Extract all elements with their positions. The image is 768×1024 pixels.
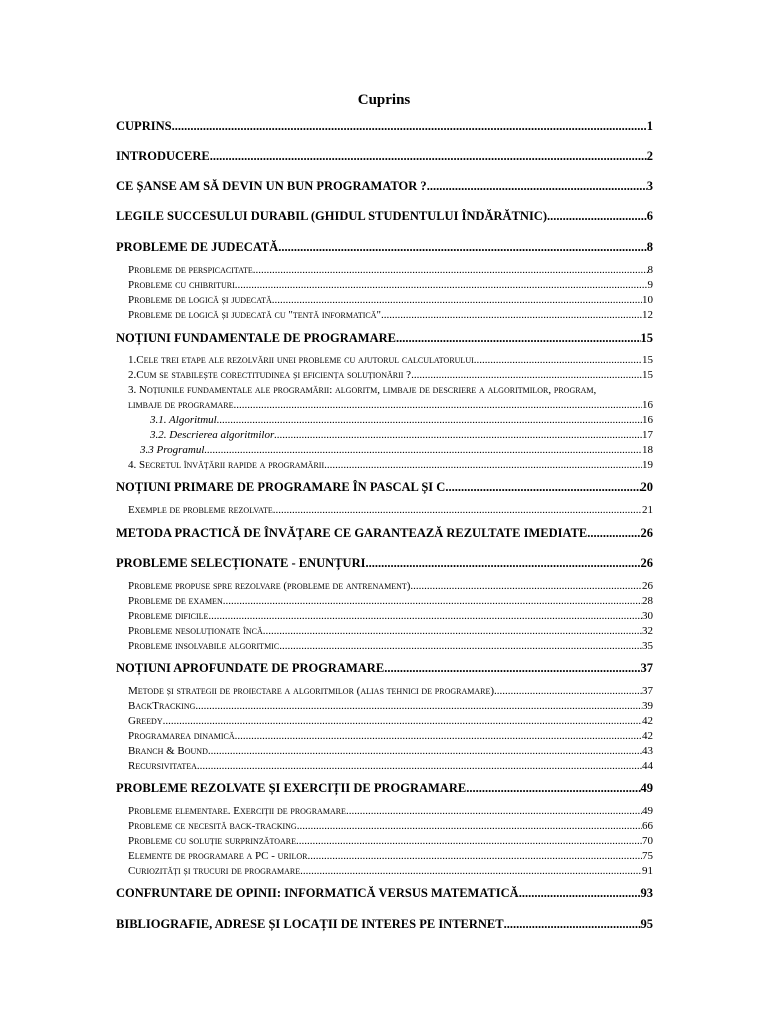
toc-dot-leader (195, 701, 642, 712)
toc-page-number: 75 (642, 850, 653, 862)
toc-dot-leader (396, 332, 641, 345)
toc-entry-title: 1.Cele trei etape ale rezolvării unei probleme cu ajutorul calculatorului (128, 354, 474, 366)
toc-page-number: 18 (642, 444, 653, 456)
toc-page-number: 10 (642, 294, 653, 306)
toc-dot-leader (474, 355, 642, 366)
toc-entry-title: 3. Noțiunile fundamentale ale programării: algoritm, limbaje de descriere a algoritmilor, program, (128, 384, 597, 396)
toc-entry-title: Elemente de programare a PC - urilor (128, 850, 308, 862)
toc-page-number: 2 (646, 149, 653, 163)
toc-section-entry[interactable] (116, 866, 653, 877)
toc-entry-title: CONFRUNTARE DE OPINII: INFORMATICĂ VERSUS MATEMATICĂ (116, 886, 519, 900)
toc-dot-leader (263, 626, 642, 637)
toc-chapter-entry[interactable] (116, 180, 653, 193)
toc-page-number: 39 (642, 700, 653, 712)
toc-dot-leader (279, 641, 642, 652)
toc-entry-title: BIBLIOGRAFIE, ADRESE ȘI LOCAȚII DE INTERES PE INTERNET (116, 917, 504, 931)
toc-entry-title: Probleme insolvabile algoritmic (128, 640, 280, 652)
toc-entry-title: Exemple de probleme rezolvate (128, 504, 273, 516)
toc-dot-leader (297, 821, 642, 832)
toc-section-entry[interactable] (116, 611, 653, 622)
toc-dot-leader (587, 527, 640, 540)
toc-entry-title: Probleme propuse spre rezolvare (probleme de antrenament) (128, 580, 411, 592)
toc-dot-leader (504, 918, 641, 931)
toc-page-number: 6 (646, 209, 653, 223)
toc-page-number: 15 (642, 354, 653, 366)
toc-section-entry[interactable] (116, 280, 653, 291)
toc-section-entry[interactable] (116, 836, 653, 847)
toc-entry-title: PROBLEME REZOLVATE ȘI EXERCIȚII DE PROGRAMARE (116, 781, 467, 795)
toc-page-number: 26 (640, 556, 653, 570)
toc-dot-leader (300, 866, 642, 877)
toc-section-entry[interactable] (116, 370, 653, 381)
toc-page-number: 15 (642, 369, 653, 381)
toc-chapter-entry[interactable] (116, 527, 653, 540)
toc-page-number: 37 (640, 661, 653, 675)
toc-page-number: 26 (640, 526, 653, 540)
toc-dot-leader (427, 180, 647, 193)
toc-page-number: 3 (646, 179, 653, 193)
toc-entry-title: LEGILE SUCCESULUI DURABIL (GHIDUL STUDENTULUI ÎNDĂRĂTNIC) (116, 209, 547, 223)
toc-dot-leader (272, 295, 642, 306)
toc-chapter-entry[interactable] (116, 782, 653, 795)
toc-section-entry[interactable] (116, 851, 653, 862)
toc-entry-title: Probleme de examen (128, 595, 223, 607)
toc-entry-title: 3.2. Descrierea algoritmilor (150, 429, 275, 441)
toc-section-entry[interactable] (116, 505, 653, 516)
toc-page-number: 21 (642, 504, 653, 516)
toc-entry-title: NOȚIUNI FUNDAMENTALE DE PROGRAMARE (116, 331, 396, 345)
toc-dot-leader (235, 731, 642, 742)
toc-entry-title: Probleme nesoluționate încă (128, 625, 263, 637)
toc-section-entry[interactable] (116, 385, 653, 396)
toc-dot-leader (235, 280, 648, 291)
toc-dot-leader (278, 241, 646, 254)
toc-entry-title: Greedy (128, 715, 163, 727)
toc-page-number: 70 (642, 835, 653, 847)
toc-dot-leader (163, 716, 642, 727)
toc-page-number: 28 (642, 595, 653, 607)
toc-section-entry[interactable] (116, 641, 653, 652)
toc-entry-title: NOȚIUNI APROFUNDATE DE PROGRAMARE (116, 661, 385, 675)
toc-dot-leader (217, 415, 642, 426)
toc-dot-leader (210, 150, 647, 163)
toc-dot-leader (411, 370, 642, 381)
toc-entry-title: Probleme de perspicacitate (128, 264, 253, 276)
toc-dot-leader (445, 481, 640, 494)
toc-page-number: 8 (646, 240, 653, 254)
toc-page-number: 12 (642, 309, 653, 321)
toc-section-entry[interactable] (116, 626, 653, 637)
toc-chapter-entry[interactable] (116, 887, 653, 900)
toc-chapter-entry[interactable] (116, 481, 653, 494)
toc-entry-title: CUPRINS (116, 119, 172, 133)
toc-entry-title: BackTracking (128, 700, 196, 712)
toc-section-entry[interactable] (116, 415, 653, 426)
toc-dot-leader (519, 887, 641, 900)
toc-dot-leader (365, 557, 640, 570)
toc-dot-leader (234, 400, 642, 411)
toc-page-number: 43 (642, 745, 653, 757)
toc-page-number: 35 (642, 640, 653, 652)
toc-chapter-entry[interactable] (116, 150, 653, 163)
toc-section-entry[interactable] (116, 310, 653, 321)
toc-section-entry[interactable] (116, 686, 653, 697)
toc-dot-leader (172, 120, 647, 133)
toc-page-number: 66 (642, 820, 653, 832)
toc-page-number: 49 (640, 781, 653, 795)
toc-page-number: 8 (647, 264, 653, 276)
toc-section-entry[interactable] (116, 355, 653, 366)
toc-page-number: 17 (642, 429, 653, 441)
toc-page-number: 49 (642, 805, 653, 817)
toc-entry-title: 3.3 Programul (140, 444, 205, 456)
toc-section-entry[interactable] (116, 746, 653, 757)
toc-entry-title: Probleme cu soluție surprinzătoare (128, 835, 297, 847)
toc-dot-leader (197, 761, 642, 772)
toc-entry-title: CE ȘANSE AM SĂ DEVIN UN BUN PROGRAMATOR ? (116, 179, 427, 193)
toc-entry-title: Branch & Bound (128, 745, 208, 757)
toc-section-entry[interactable] (116, 731, 653, 742)
toc-chapter-entry[interactable] (116, 210, 653, 223)
toc-page-number: 9 (647, 279, 653, 291)
toc-chapter-entry[interactable] (116, 120, 653, 133)
toc-section-entry[interactable] (116, 806, 653, 817)
toc-section-entry[interactable] (116, 701, 653, 712)
toc-section-entry[interactable] (116, 460, 653, 471)
toc-section-entry[interactable] (116, 265, 653, 276)
toc-dot-leader (384, 662, 640, 675)
toc-section-entry[interactable] (116, 761, 653, 772)
toc-dot-leader (466, 782, 640, 795)
toc-section-entry[interactable] (116, 295, 653, 306)
toc-page-number: 16 (642, 399, 653, 411)
toc-page-number: 42 (642, 730, 653, 742)
toc-dot-leader (208, 611, 642, 622)
toc-dot-leader (253, 265, 648, 276)
toc-section-entry[interactable] (116, 581, 653, 592)
toc-entry-title: Probleme cu chibrituri (128, 279, 235, 291)
toc-entry-title: Metode și strategii de proiectare a algoritmilor (alias tehnici de programare) (128, 685, 495, 697)
toc-section-entry[interactable] (116, 596, 653, 607)
toc-page-number: 37 (642, 685, 653, 697)
toc-entry-title: limbaje de programare (128, 399, 234, 411)
toc-dot-leader (381, 310, 642, 321)
toc-page-number: 44 (642, 760, 653, 772)
toc-chapter-entry[interactable] (116, 332, 653, 345)
toc-entry-title: METODA PRACTICĂ DE ÎNVĂȚARE CE GARANTEAZĂ REZULTATE IMEDIATE (116, 526, 588, 540)
toc-chapter-entry[interactable] (116, 662, 653, 675)
toc-dot-leader (208, 746, 642, 757)
toc-entry-title: INTRODUCERE (116, 149, 210, 163)
toc-section-entry[interactable] (116, 400, 653, 411)
toc-entry-title: Probleme de logică și judecată (128, 294, 272, 306)
toc-entry-title: Probleme dificile (128, 610, 209, 622)
toc-dot-leader (346, 806, 642, 817)
page-title: Cuprins (357, 92, 411, 108)
toc-chapter-entry[interactable] (116, 241, 653, 254)
toc-entry-title: Programarea dinamică (128, 730, 235, 742)
toc-page-number: 95 (640, 917, 653, 931)
toc-section-entry[interactable] (116, 716, 653, 727)
toc-entry-title: 3.1. Algoritmul (150, 414, 217, 426)
toc-entry-title: 4. Secretul învățării rapide a programării (128, 459, 325, 471)
toc-page-number: 91 (642, 865, 653, 877)
toc-page-number: 1 (646, 119, 653, 133)
toc-page-number: 42 (642, 715, 653, 727)
toc-page-number: 20 (640, 480, 653, 494)
toc-dot-leader (307, 851, 642, 862)
toc-page-number: 15 (640, 331, 653, 345)
toc-dot-leader (494, 686, 642, 697)
toc-page-number: 26 (642, 580, 653, 592)
toc-entry-title: PROBLEME DE JUDECATĂ (116, 240, 279, 254)
toc-entry-title: Probleme de logică și judecată cu "tentă informatică" (128, 309, 382, 321)
toc-entry-title: Probleme elementare. Exerciții de programare (128, 805, 346, 817)
toc-page-number: 16 (642, 414, 653, 426)
toc-section-entry[interactable] (116, 821, 653, 832)
toc-entry-title: 2.Cum se stabilește corectitudinea și eficiența soluționării ? (128, 369, 412, 381)
toc-section-entry[interactable] (116, 430, 653, 441)
toc-dot-leader (274, 430, 642, 441)
toc-dot-leader (410, 581, 642, 592)
toc-page-number: 32 (642, 625, 653, 637)
toc-chapter-entry[interactable] (116, 918, 653, 931)
toc-entry-title: Probleme ce necesită back-tracking (128, 820, 297, 832)
toc-dot-leader (547, 210, 647, 223)
toc-section-entry[interactable] (116, 445, 653, 456)
toc-dot-leader (204, 445, 642, 456)
toc-entry-title: PROBLEME SELECȚIONATE - ENUNȚURI (116, 556, 366, 570)
toc-dot-leader (223, 596, 642, 607)
toc-page-number: 30 (642, 610, 653, 622)
toc-page-number: 19 (642, 459, 653, 471)
toc-page-number: 93 (640, 886, 653, 900)
toc-dot-leader (273, 505, 642, 516)
toc-entry-title: Recursivitatea (128, 760, 197, 772)
toc-entry-title: NOȚIUNI PRIMARE DE PROGRAMARE ÎN PASCAL ȘI C (116, 480, 446, 494)
toc-chapter-entry[interactable] (116, 557, 653, 570)
toc-dot-leader (324, 460, 642, 471)
toc-dot-leader (296, 836, 642, 847)
toc-entry-title: Curiozități și trucuri de programare (128, 865, 301, 877)
